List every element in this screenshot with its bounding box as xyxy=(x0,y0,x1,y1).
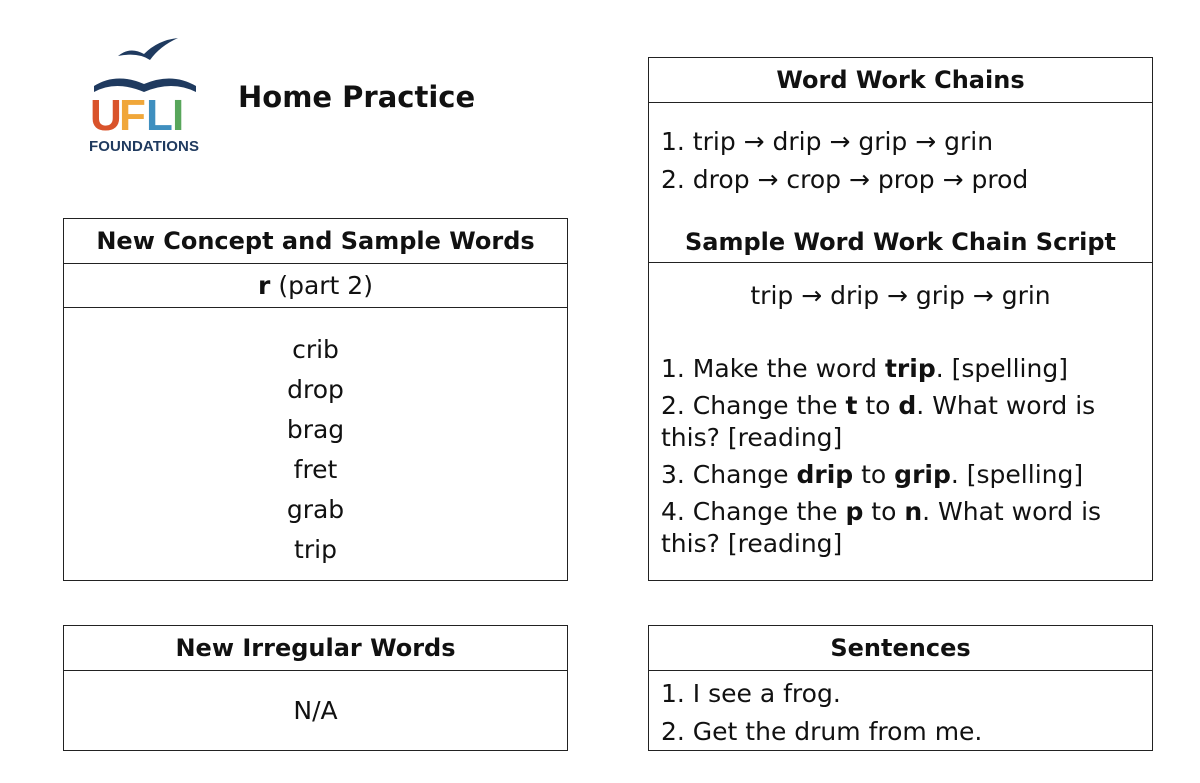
chains-title: Word Work Chains xyxy=(649,58,1152,103)
script-chain: trip → drip → grip → grin xyxy=(750,281,1051,310)
book-icon xyxy=(94,78,196,92)
sample-word: drop xyxy=(287,375,344,404)
chain-item: 2. drop → crop → prop → prod xyxy=(661,165,1029,194)
script-step: 4. Change the p to n. What word is this? [reading] xyxy=(661,497,1102,558)
chains-box xyxy=(648,57,1153,219)
chain-item: 1. trip → drip → grip → grin xyxy=(661,127,994,156)
bird-icon xyxy=(118,38,178,60)
irregular-title: New Irregular Words xyxy=(64,626,567,671)
sentence-item: 2. Get the drum from me. xyxy=(661,717,983,746)
sample-word: fret xyxy=(293,455,338,484)
script-step: 2. Change the t to d. What word is this? [reading] xyxy=(661,391,1096,452)
logo-letter-i: I xyxy=(172,91,185,140)
concept-label: (part 2) xyxy=(270,271,373,300)
sample-word: trip xyxy=(294,535,337,564)
script-box xyxy=(648,218,1153,581)
sentences-box xyxy=(648,625,1153,751)
script-steps xyxy=(649,311,1152,560)
logo-letter-f: F xyxy=(119,91,146,140)
logo-subtitle: FOUNDATIONS xyxy=(89,138,199,154)
sample-word: crib xyxy=(292,335,339,364)
script-step: 3. Change drip to grip. [spelling] xyxy=(661,460,1084,489)
concept-box xyxy=(63,218,568,581)
sample-word: brag xyxy=(286,415,345,444)
concept-row xyxy=(64,264,567,308)
logo-letter-l: L xyxy=(146,91,173,140)
script-step: 1. Make the word trip. [spelling] xyxy=(661,354,1068,383)
sentence-item: 1. I see a frog. xyxy=(661,679,841,708)
sample-words xyxy=(64,308,567,570)
page-title: Home Practice xyxy=(238,80,476,114)
sentences-title: Sentences xyxy=(649,626,1152,671)
logo-graphic xyxy=(86,34,202,154)
irregular-value: N/A xyxy=(293,696,338,725)
sample-word: grab xyxy=(286,495,345,524)
logo-letter-u: U xyxy=(90,91,122,140)
script-title: Sample Word Work Chain Script xyxy=(649,218,1152,263)
chains-list xyxy=(649,103,1152,199)
concept-title: New Concept and Sample Words xyxy=(64,219,567,264)
irregular-box xyxy=(63,625,568,751)
concept-letter: r xyxy=(258,271,271,300)
sentences-list xyxy=(649,671,1152,751)
ufli-logo xyxy=(86,34,202,154)
